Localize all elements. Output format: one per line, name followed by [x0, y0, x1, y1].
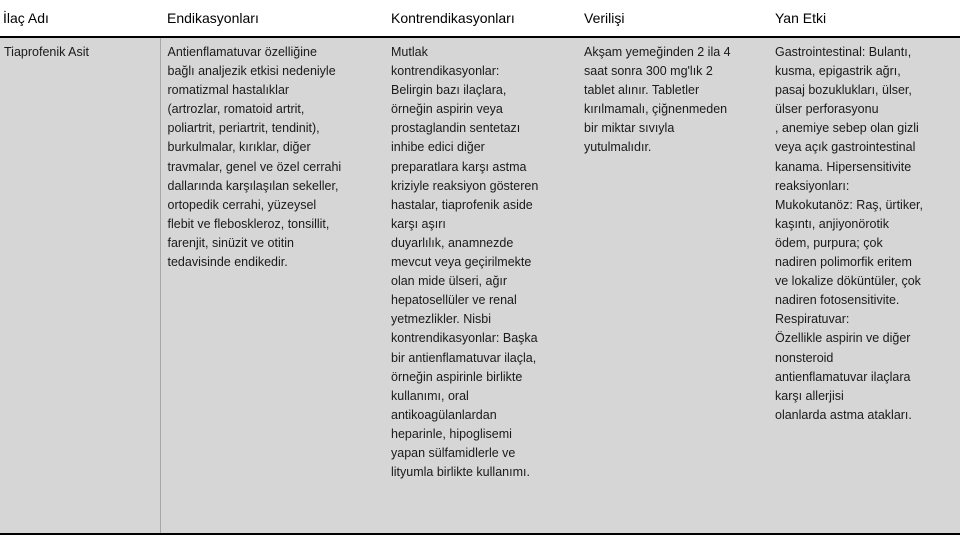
table-row: [0, 37, 960, 534]
drug-name-text: Tiaprofenik Asit: [4, 45, 89, 59]
cell-drug-name: [0, 37, 160, 534]
table-header: [0, 0, 960, 37]
header-indications: Endikasyonları: [160, 0, 384, 37]
cell-administration: [577, 37, 768, 534]
header-drug-name: İlaç Adı: [0, 0, 160, 37]
cell-contraindications: [384, 37, 577, 534]
table-body: [0, 37, 960, 534]
header-side-effects: Yan Etki: [768, 0, 960, 37]
header-administration: Verilişi: [577, 0, 768, 37]
indications-text: Antienflamatuvar özelliğine bağlı analjezik etkisi nedeniyle romatizmal hastalıklar (artrozlar, romatoid artrit, poliartrit, periartrit, tendinit), burkulmalar, kırıklar, diğer travmalar, genel ve özel cerrahi dallarında karşılaşılan sekeller, ortopedik cerrahi, yüzeysel flebit ve fleboskleroz, tonsillit, farenjit, sinüzit ve otitin tedavisinde endikedir.: [167, 45, 342, 270]
contraindications-text: Mutlak kontrendikasyonlar: Belirgin bazı ilaçlara, örneğin aspirin veya prostaglandin sentetazı inhibe edici diğer preparatlara karşı astma kriziyle reaksiyon gösteren hastalar, tiaprofenik aside karşı aşırı duyarlılık, anamnezde mevcut veya geçirilmekte olan mide ülseri, ağır hepatosellüler ve renal yetmezlikler. Nisbi kontrendikasyonlar: Başka bir antienflamatuvar ilaçla, örneğin aspirinle birlikte kullanımı, oral antikoagülanlardan heparinle, hipoglisemi yapan sülfamidlerle ve lityumla birlikte kullanımı.: [391, 45, 539, 480]
side-effects-text: Gastrointestinal: Bulantı, kusma, epigastrik ağrı, pasaj bozuklukları, ülser, ülser perforasyonu , anemiye sebep olan gizli veya açık gastrointestinal kanama. Hipersensitivite reaksiyonları: Mukokutanöz: Raş, ürtiker, kaşıntı, anjiyonörotik ödem, purpura; çok nadiren polimorfik eritem ve lokalize döküntüler, çok nadiren fotosensitivite. Respiratuvar: Özellikle aspirin ve diğer nonsteroid antienflamatuvar ilaçlara karşı allerjisi olanlarda astma atakları.: [775, 45, 923, 422]
cell-side-effects: [768, 37, 960, 534]
header-row: [0, 0, 960, 37]
administration-text: Akşam yemeğinden 2 ila 4 saat sonra 300 mg'lık 2 tablet alınır. Tabletler kırılmamalı, çiğnenmeden bir miktar sıvıyla yutulmalıdır.: [584, 45, 731, 155]
header-contraindications: Kontrendikasyonları: [384, 0, 577, 37]
cell-indications: [160, 37, 384, 534]
